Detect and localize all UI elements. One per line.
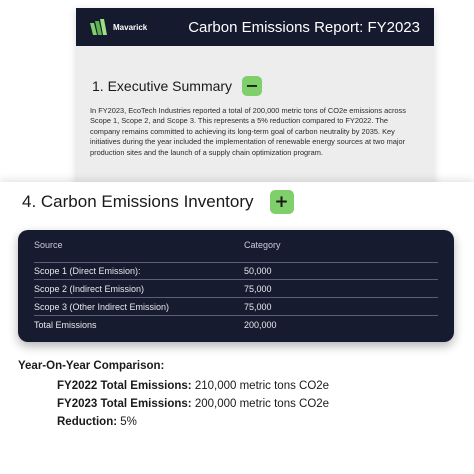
fy2023-value: 200,000 metric tons CO2e	[191, 398, 330, 410]
table-row	[34, 280, 438, 298]
row-value: 75,000	[244, 283, 272, 294]
expand-section-button[interactable]: +	[270, 190, 294, 214]
reduction-label: Reduction:	[57, 416, 118, 428]
fy2022-label: FY2022 Total Emissions:	[57, 380, 192, 392]
table-row	[34, 262, 438, 280]
row-value: 50,000	[244, 266, 272, 276]
section-title: 1. Executive Summary	[92, 78, 233, 94]
row-value: 75,000	[244, 301, 272, 312]
fy2022-value: 210,000 metric tons CO2e	[191, 380, 330, 392]
table-header	[34, 230, 438, 260]
table-row	[34, 298, 438, 316]
mavarick-logo-icon	[90, 19, 108, 35]
yoy-reduction	[57, 416, 137, 428]
row-value: 200,000	[244, 320, 277, 330]
row-source: Scope 3 (Other Indirect Emission)	[34, 301, 170, 312]
inventory-heading	[22, 190, 474, 214]
yoy-fy2022	[57, 380, 329, 392]
yoy-fy2023	[57, 398, 329, 410]
row-source: Scope 2 (Indirect Emission)	[34, 283, 145, 294]
column-header-source: Source	[34, 240, 63, 250]
executive-summary-heading	[92, 76, 434, 96]
brand-name: Mavarick	[113, 22, 148, 32]
row-source: Scope 1 (Direct Emission):	[34, 266, 141, 276]
emissions-table	[18, 230, 454, 342]
executive-summary-text: In FY2023, EcoTech Industries reported a total of 200,000 metric tons of CO2e emissions across Scope 1, Scope 2, and Scope 3. This represents a 5% reduction compared to FY2022. The company remains committed to achieving its long-term goal of carbon neutrality by 2035. Key initiatives during the year included the implementation of renewable energy sources at two major production sites and the launch of a supply chain optimization program.	[90, 106, 406, 157]
report-title: Carbon Emissions Report: FY2023	[188, 18, 420, 36]
row-source: Total Emissions	[34, 320, 97, 330]
inventory-section	[0, 182, 474, 474]
yoy-title: Year-On-Year Comparison:	[18, 360, 165, 372]
table-row-total	[34, 316, 438, 334]
collapse-section-button[interactable]: −	[242, 76, 262, 96]
report-header	[76, 8, 434, 46]
reduction-value: 5%	[117, 416, 137, 428]
report-page	[76, 8, 434, 208]
column-header-category: Category	[244, 240, 281, 250]
inventory-title: 4. Carbon Emissions Inventory	[22, 192, 254, 211]
brand	[90, 19, 147, 35]
fy2023-label: FY2023 Total Emissions:	[57, 398, 192, 410]
